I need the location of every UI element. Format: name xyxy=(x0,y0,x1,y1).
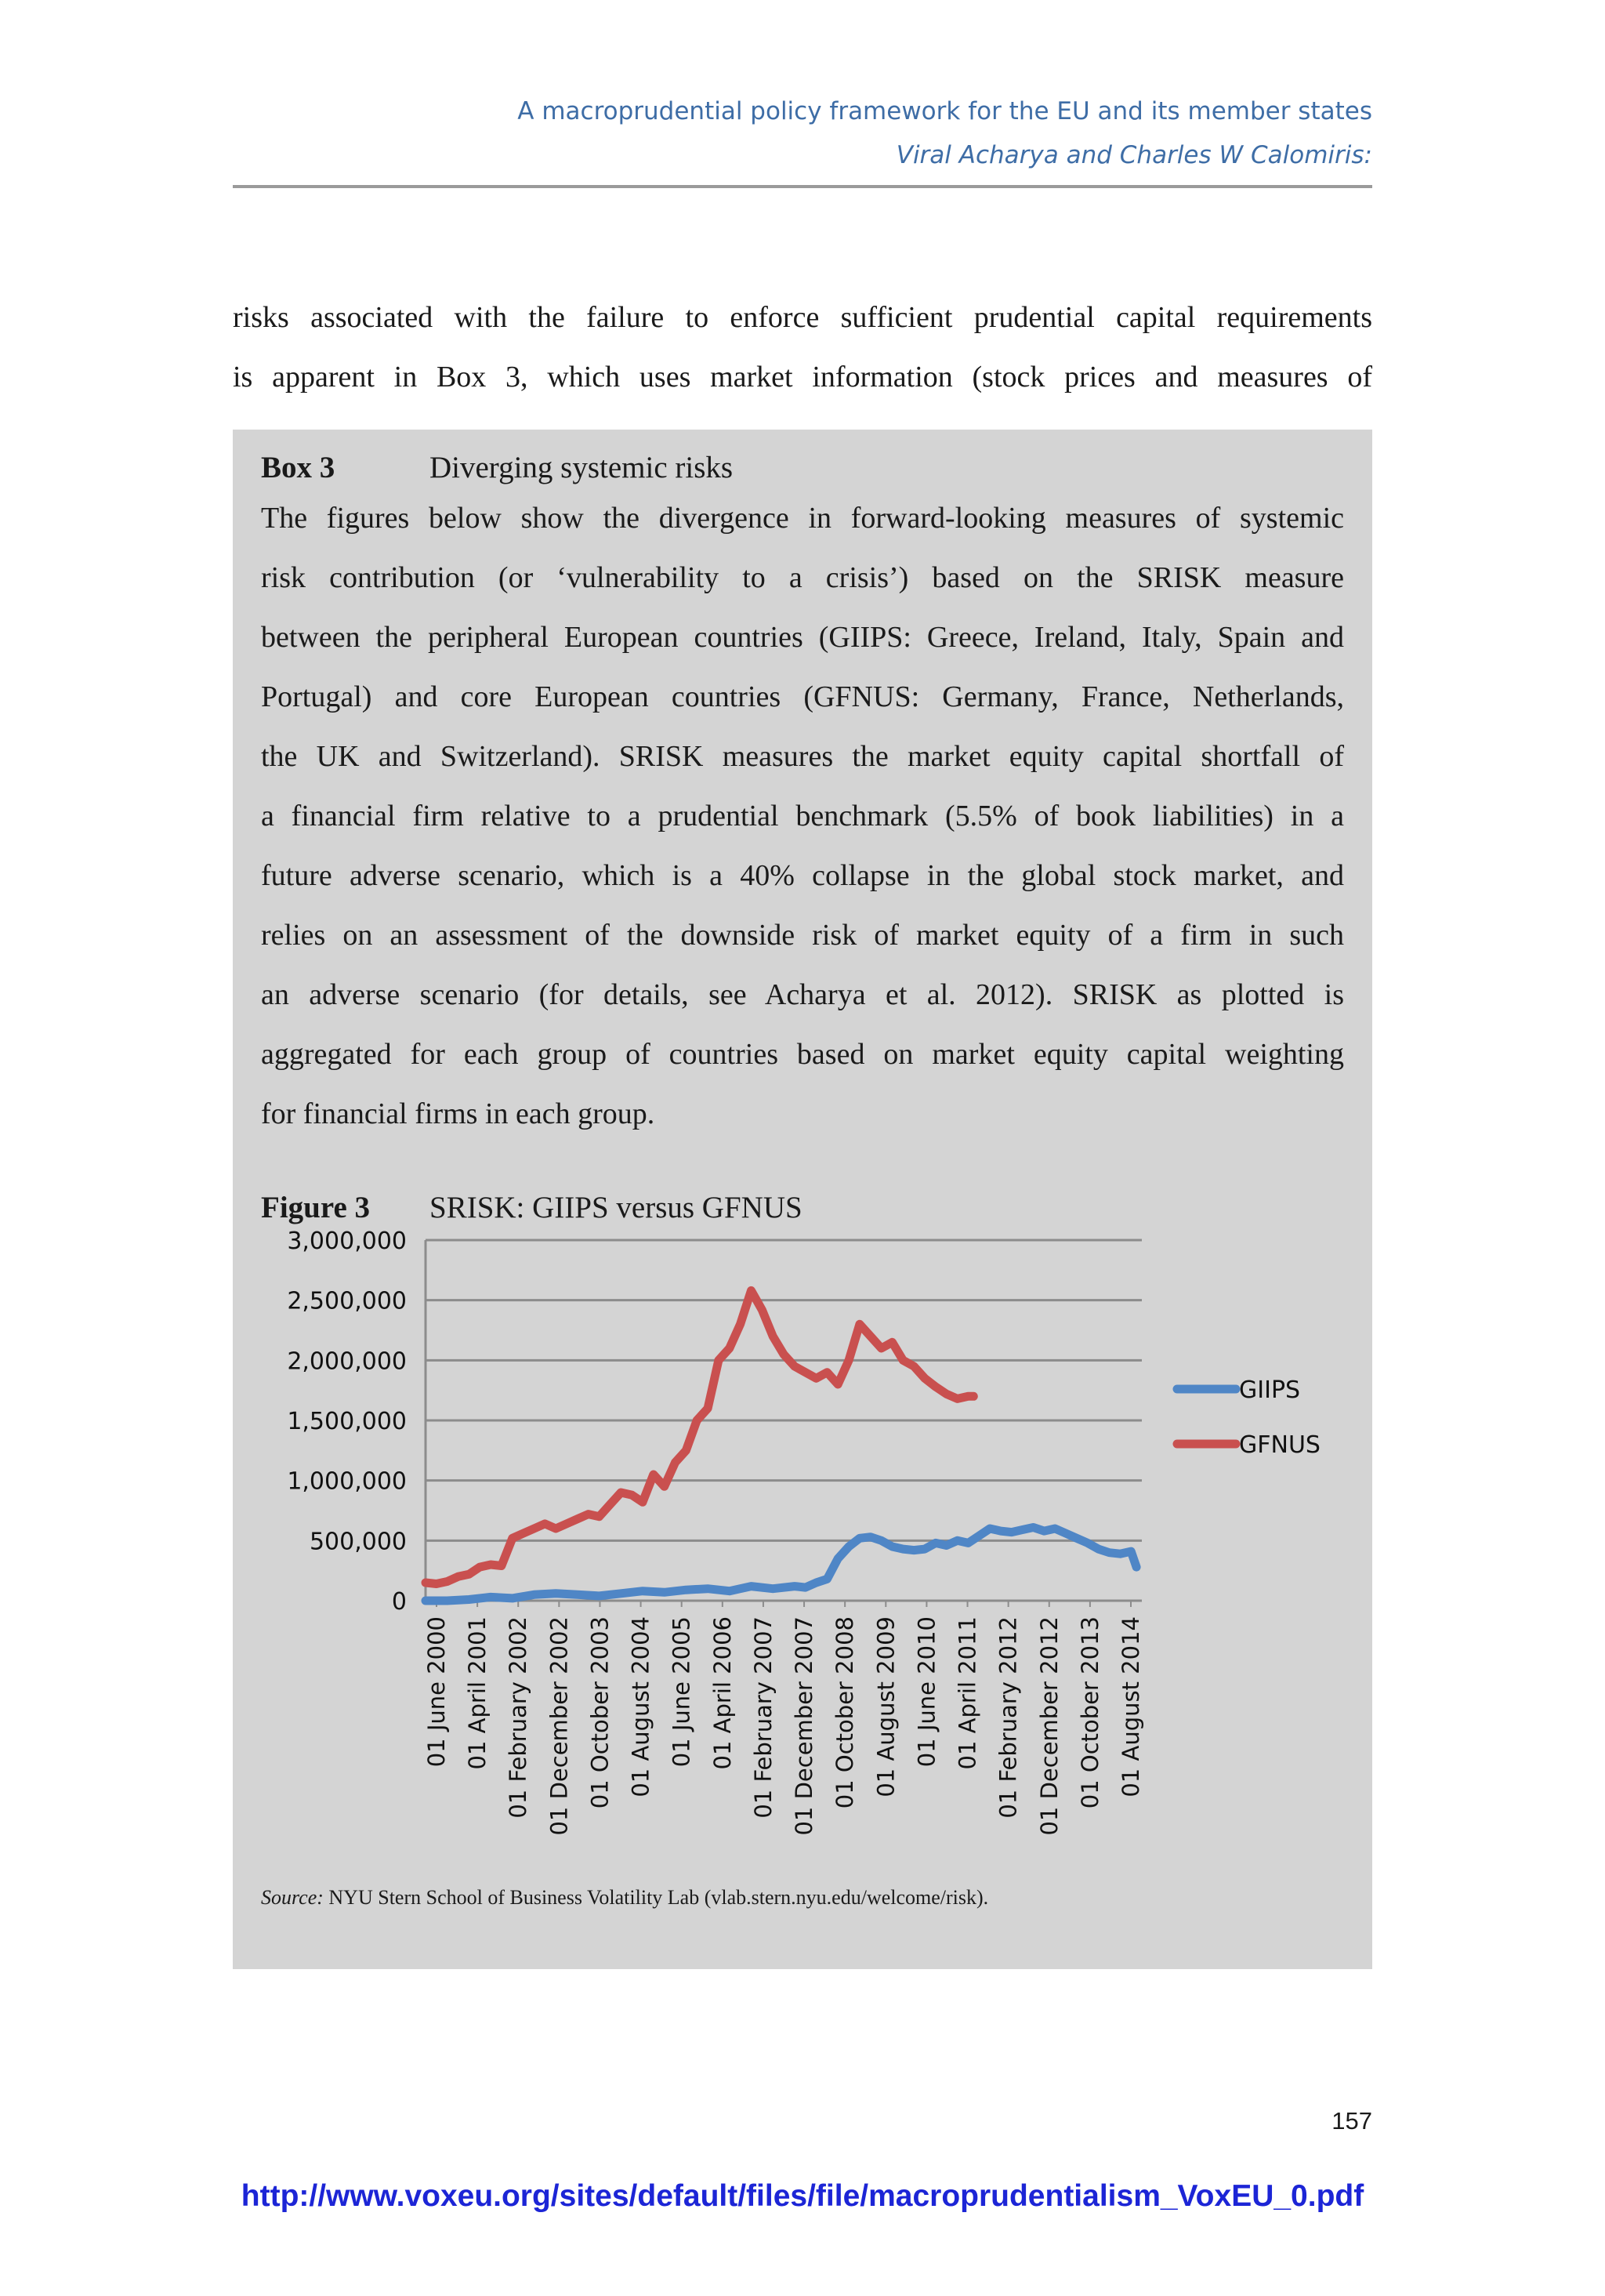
x-tick-label: 01 April 2011 xyxy=(954,1616,981,1770)
header-rule xyxy=(233,185,1372,188)
srisk-line-chart xyxy=(233,1223,1372,1866)
box-text-line: a financial firm relative to a prudential benchmark (5.5% of book liabilities) in a xyxy=(261,800,1344,832)
legend-label-gfnus: GFNUS xyxy=(1239,1431,1321,1459)
x-tick-label: 01 December 2002 xyxy=(545,1616,573,1836)
box-text-line: the UK and Switzerland). SRISK measures the market equity capital shortfall of xyxy=(261,740,1344,773)
box-text-line: future adverse scenario, which is a 40% collapse in the global stock market, and xyxy=(261,859,1344,892)
box-text-line: relies on an assessment of the downside risk of market equity of a firm in such xyxy=(261,919,1344,952)
x-tick-label: 01 August 2014 xyxy=(1118,1616,1144,1797)
x-tick-label: 01 October 2013 xyxy=(1076,1616,1103,1809)
source-label: Source: xyxy=(261,1886,324,1909)
box-label: Box 3 xyxy=(261,451,335,484)
y-tick-label: 0 xyxy=(391,1588,407,1616)
x-tick-label: 01 February 2002 xyxy=(505,1616,532,1819)
running-title: A macroprudential policy framework for the EU and its member states xyxy=(517,97,1372,125)
box-text-line: Portugal) and core European countries (GFNUS: Germany, France, Netherlands, xyxy=(261,680,1344,713)
x-tick-label: 01 October 2003 xyxy=(586,1616,614,1809)
x-tick-label: 01 October 2008 xyxy=(831,1616,859,1809)
y-tick-label: 1,500,000 xyxy=(287,1408,407,1435)
box-text-line: for financial firms in each group. xyxy=(261,1097,655,1130)
body-text-line: is apparent in Box 3, which uses market information (stock prices and measures of xyxy=(233,361,1372,394)
x-tick-label: 01 April 2006 xyxy=(708,1616,736,1770)
y-tick-label: 3,000,000 xyxy=(287,1228,407,1255)
y-tick-label: 2,500,000 xyxy=(287,1287,407,1315)
source-text: NYU Stern School of Business Volatility Lab (vlab.stern.nyu.edu/welcome/risk). xyxy=(323,1886,989,1909)
body-text-line: risks associated with the failure to enforce sufficient prudential capital requirements xyxy=(233,301,1372,334)
x-tick-label: 01 June 2005 xyxy=(668,1616,695,1768)
y-tick-label: 2,000,000 xyxy=(287,1347,407,1376)
x-tick-label: 01 December 2012 xyxy=(1035,1616,1063,1836)
x-tick-label: 01 August 2004 xyxy=(627,1616,654,1797)
page-number: 157 xyxy=(1331,2107,1372,2135)
x-tick-label: 01 June 2010 xyxy=(913,1616,940,1768)
x-tick-label: 01 June 2000 xyxy=(423,1616,450,1768)
series-line-giips xyxy=(426,1528,1136,1601)
box-text-line: an adverse scenario (for details, see Acharya et al. 2012). SRISK as plotted is xyxy=(261,978,1344,1011)
x-tick-label: 01 February 2007 xyxy=(749,1616,777,1819)
x-tick-label: 01 February 2012 xyxy=(995,1616,1022,1819)
box-heading: Diverging systemic risks xyxy=(429,451,734,484)
figure-label: Figure 3 xyxy=(261,1191,371,1224)
box-title xyxy=(261,450,734,485)
x-tick-label: 01 August 2009 xyxy=(872,1616,900,1797)
box-text-line: risk contribution (or ‘vulnerability to a crisis’) based on the SRISK measure xyxy=(261,561,1344,594)
running-authors: Viral Acharya and Charles W Calomiris: xyxy=(896,141,1372,169)
box-text-line: between the peripheral European countries (GIIPS: Greece, Ireland, Italy, Spain and xyxy=(261,621,1344,654)
figure-title: SRISK: GIIPS versus GFNUS xyxy=(429,1191,802,1224)
figure-source xyxy=(261,1886,988,1910)
figure-caption xyxy=(261,1190,802,1225)
y-tick-label: 500,000 xyxy=(309,1528,407,1556)
x-tick-label: 01 December 2007 xyxy=(791,1616,818,1836)
legend-label-giips: GIIPS xyxy=(1239,1377,1301,1404)
box-text-line: aggregated for each group of countries based on market equity capital weighting xyxy=(261,1038,1344,1071)
box-text-line: The figures below show the divergence in forward-looking measures of systemic xyxy=(261,502,1344,535)
footer-url-link[interactable]: http://www.voxeu.org/sites/default/files/file/macroprudentialism_VoxEU_0.pdf xyxy=(241,2179,1364,2213)
y-tick-label: 1,000,000 xyxy=(287,1467,407,1496)
x-tick-label: 01 April 2001 xyxy=(464,1616,491,1770)
